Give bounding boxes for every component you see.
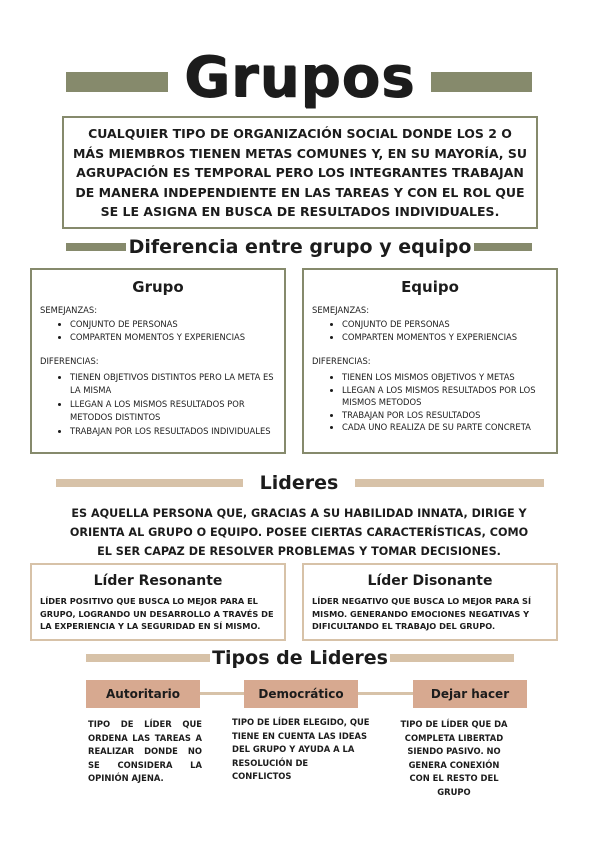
lideres-heading: Lideres — [243, 471, 355, 495]
lider-disonante-title: Líder Disonante — [367, 573, 493, 589]
equipo-diferencias-list — [304, 371, 556, 434]
grupo-diferencias-label: DIFERENCIAS: — [40, 356, 99, 366]
list-item: • CONJUNTO DE PERSONAS — [70, 318, 284, 331]
lider-resonante-text: LÍDER POSITIVO QUE BUSCA LO MEJOR PARA EL GRUPO, LOGRANDO UN DESARROLLO A TRAVÉS DE LA EXPERIENCIA Y LA SEGURIDAD EN SÍ MISMO. — [40, 596, 274, 631]
grupo-box — [30, 268, 286, 454]
equipo-semejanzas-label: SEMEJANZAS: — [312, 305, 370, 315]
tipo-autoritario-text: TIPO DE LÍDER QUE ORDENA LAS TAREAS A REALIZAR DONDE NO SE CONSIDERA LA OPINIÓN AJENA. — [88, 719, 202, 783]
lider-disonante-box — [302, 563, 558, 641]
grupo-title: Grupo — [132, 278, 184, 296]
list-item: • COMPARTEN MOMENTOS Y EXPERIENCIAS — [70, 331, 284, 344]
page-title: Grupos — [0, 46, 599, 110]
list-item: • TIENEN OBJETIVOS DISTINTOS PERO LA META ES LA MISMA — [70, 371, 274, 396]
grupo-semejanzas-list — [32, 318, 284, 343]
grupo-semejanzas-label: SEMEJANZAS: — [40, 305, 98, 315]
equipo-diferencias-label: DIFERENCIAS: — [312, 356, 371, 366]
list-item: • LLEGAN A LOS MISMOS RESULTADOS POR LOS MISMOS METODOS — [342, 384, 546, 409]
tipo-autoritario-label: Autoritario — [86, 680, 200, 708]
tipo-dejar-hacer-text: TIPO DE LÍDER QUE DA COMPLETA LIBERTAD SIENDO PASIVO. NO GENERA CONEXIÓN CON EL RESTO DEL GRUPO — [400, 719, 508, 797]
equipo-title: Equipo — [401, 278, 459, 296]
equipo-semejanzas-list — [304, 318, 556, 343]
tipo-democratico-label: Democrático — [244, 680, 358, 708]
list-item: • TRABAJAN POR LOS RESULTADOS — [342, 409, 546, 422]
definition-text: CUALQUIER TIPO DE ORGANIZACIÓN SOCIAL DONDE LOS 2 O MÁS MIEMBROS TIENEN METAS COMUNES Y, EN SU MAYORÍA, SU AGRUPACIÓN ES TEMPORAL PERO LOS INTEGRANTES TRABAJAN DE MANERA INDEPENDIENTE EN LAS TAREAS Y CON EL ROL QUE SE LE ASIGNA EN BUSCA DE RESULTADOS INDIVIDUALES. — [72, 126, 528, 219]
diferencia-heading: Diferencia entre grupo y equipo — [126, 235, 474, 259]
list-item: • CADA UNO REALIZA DE SU PARTE CONCRETA — [342, 421, 546, 434]
tipo-democratico-text: TIPO DE LÍDER ELEGIDO, QUE TIENE EN CUENTA LAS IDEAS DEL GRUPO Y AYUDA A LA RESOLUCIÓN DE CONFLICTOS — [232, 717, 370, 781]
list-item: • COMPARTEN MOMENTOS Y EXPERIENCIAS — [342, 331, 556, 344]
list-item: • TRABAJAN POR LOS RESULTADOS INDIVIDUALES — [70, 425, 274, 438]
lideres-description: ES AQUELLA PERSONA QUE, GRACIAS A SU HABILIDAD INNATA, DIRIGE Y ORIENTA AL GRUPO O EQUIPO. POSEE CIERTAS CARACTERÍSTICAS, COMO EL SER CAPAZ DE RESOLVER PROBLEMAS Y TOMAR DECISIONES. — [69, 507, 529, 558]
lider-resonante-title: Líder Resonante — [93, 573, 223, 589]
equipo-box — [302, 268, 558, 454]
lider-disonante-text: LÍDER NEGATIVO QUE BUSCA LO MEJOR PARA SÍ MISMO. GENERANDO EMOCIONES NEGATIVAS Y DIFICULTANDO EL TRABAJO DEL GRUPO. — [312, 596, 531, 631]
tipo-dejar-hacer-label: Dejar hacer — [413, 680, 527, 708]
tipos-heading: Tipos de Lideres — [210, 646, 390, 670]
list-item: • LLEGAN A LOS MISMOS RESULTADOS POR METODOS DISTINTOS — [70, 398, 274, 423]
list-item: • CONJUNTO DE PERSONAS — [342, 318, 556, 331]
lider-resonante-box — [30, 563, 286, 641]
grupo-diferencias-list — [32, 371, 284, 438]
list-item: • TIENEN LOS MISMOS OBJETIVOS Y METAS — [342, 371, 546, 384]
